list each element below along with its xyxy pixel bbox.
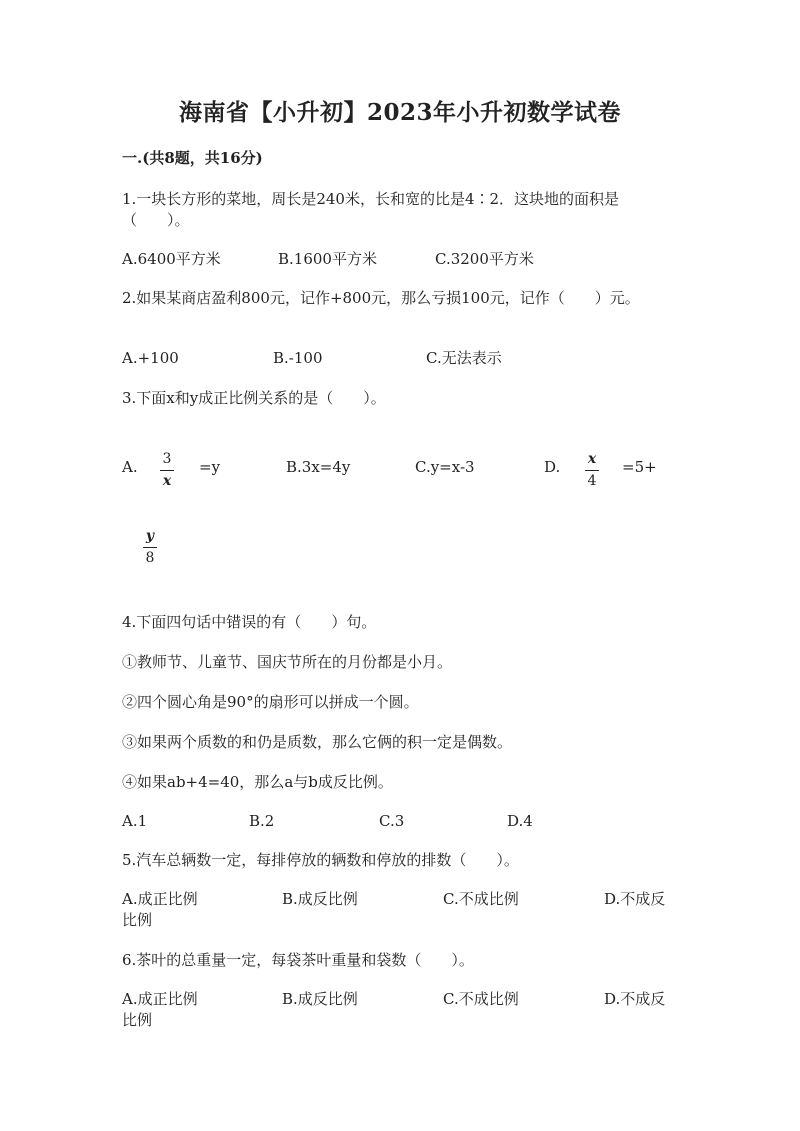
fraction-bar [160, 470, 174, 471]
q3-option-b: B.3x=4y [286, 458, 351, 476]
q2-option-c: C.无法表示 [426, 349, 502, 367]
q2-option-b: B.-100 [273, 349, 323, 367]
q5-option-b: B.成反比例 [282, 890, 358, 908]
q5-option-d-wrap: 比例 [122, 911, 153, 929]
fraction-denominator: 4 [587, 473, 597, 489]
q3-option-a-rest: =y [199, 458, 221, 476]
q4-statement-1: ①教师节、儿童节、国庆节所在的月份都是小月。 [122, 653, 453, 671]
q6-option-d: D.不成反 [604, 990, 666, 1008]
question-1-text-cont: （ ）。 [122, 211, 190, 229]
q4-option-d: D.4 [507, 812, 533, 830]
q1-option-c: C.3200平方米 [435, 250, 534, 268]
q5-option-d: D.不成反 [604, 890, 666, 908]
question-5-text: 5.汽车总辆数一定，每排停放的辆数和停放的排数（ ）。 [122, 851, 519, 869]
fraction-numerator: 3 [162, 451, 172, 467]
q1-option-b: B.1600平方米 [278, 250, 377, 268]
fraction-bar [585, 470, 599, 471]
q3-option-d-rest: =5+ [622, 458, 657, 476]
q3-option-a-label: A. [122, 458, 138, 476]
q4-option-a: A.1 [122, 812, 148, 830]
section-heading: 一.(共8题，共16分) [122, 149, 263, 167]
fraction-denominator: 8 [145, 550, 155, 566]
q6-option-a: A.成正比例 [122, 990, 198, 1008]
question-4-text: 4.下面四句话中错误的有（ ）句。 [122, 613, 377, 631]
question-6-text: 6.茶叶的总重量一定，每袋茶叶重量和袋数（ ）。 [122, 951, 474, 969]
fraction-denominator: x [162, 473, 172, 489]
question-2-text: 2.如果某商店盈利800元，记作+800元，那么亏损100元，记作（ ）元。 [122, 289, 640, 307]
fraction-bar [143, 547, 157, 548]
fraction-numerator: x [587, 451, 597, 467]
q6-option-d-wrap: 比例 [122, 1011, 153, 1029]
q1-option-a: A.6400平方米 [122, 250, 221, 268]
page-title: 海南省【小升初】2023年小升初数学试卷 [178, 99, 621, 126]
q3-option-d-label: D. [544, 458, 561, 476]
q3-option-d-fraction [585, 452, 599, 489]
q4-statement-3: ③如果两个质数的和仍是质数，那么它俩的积一定是偶数。 [122, 733, 513, 751]
q4-statement-2: ②四个圆心角是90°的扇形可以拼成一个圆。 [122, 693, 419, 711]
q6-option-b: B.成反比例 [282, 990, 358, 1008]
q3-option-c: C.y=x-3 [415, 458, 475, 476]
q4-statement-4: ④如果ab+4=40，那么a与b成反比例。 [122, 773, 393, 791]
q5-option-c: C.不成比例 [443, 890, 519, 908]
fraction-numerator: y [145, 528, 155, 544]
question-3-text: 3.下面x和y成正比例关系的是（ ）。 [122, 389, 386, 407]
q2-option-a: A.+100 [122, 349, 179, 367]
q5-option-a: A.成正比例 [122, 890, 198, 908]
q4-option-b: B.2 [249, 812, 275, 830]
q6-option-c: C.不成比例 [443, 990, 519, 1008]
q3-option-d-fraction-2 [143, 529, 157, 566]
question-1-text: 1.一块长方形的菜地，周长是240米，长和宽的比是4∶2．这块地的面积是 [122, 190, 620, 208]
q3-option-a-fraction [160, 452, 174, 489]
q4-option-c: C.3 [379, 812, 405, 830]
